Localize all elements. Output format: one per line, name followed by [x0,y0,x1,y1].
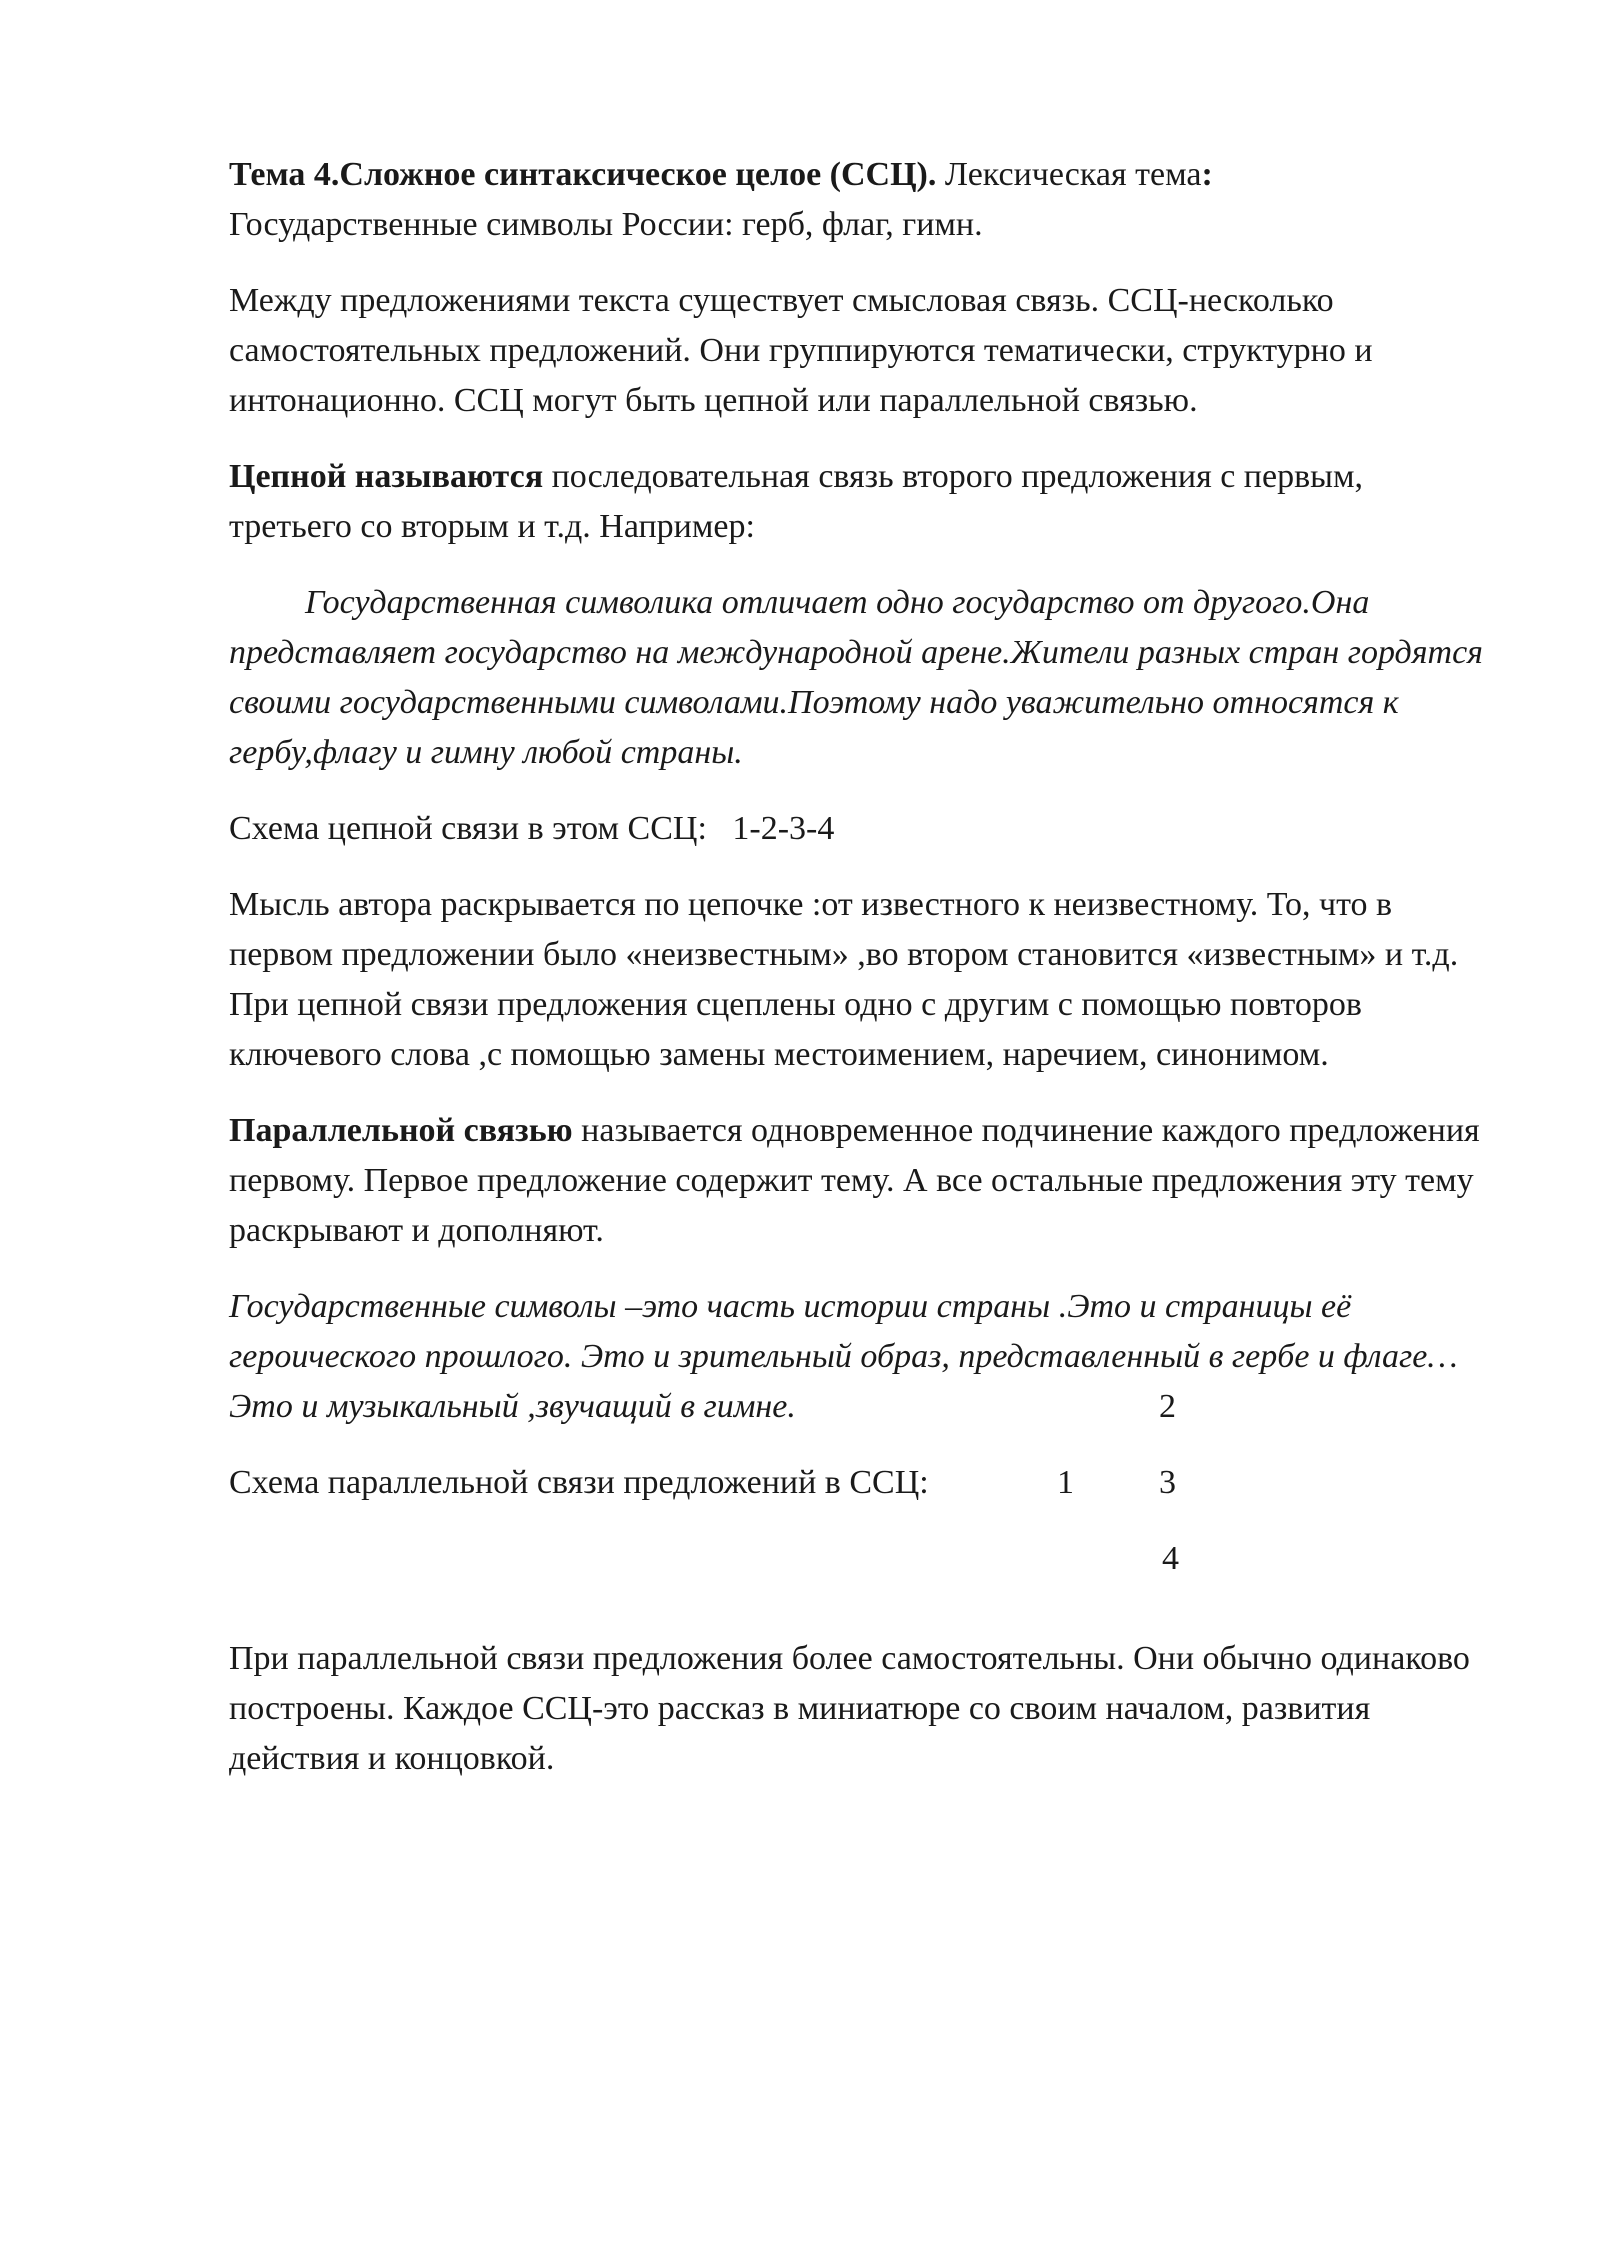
topic-title: Тема 4.Сложное синтаксическое целое (ССЦ). [229,156,937,193]
parallel-definition-text: называется одновременное подчинение каждого предложения первому. Первое предложение содержит тему. А все остальные предложения эту тему раскрывают и дополняют. [229,1112,1480,1249]
chain-explanation-paragraph: Мысль автора раскрывается по цепочке :от известного к неизвестному. То, что в первом предложении было «неизвестным» ,во втором становится «известным» и т.д. При цепной связи предложения сцеплены одно с другим с помощью повторов ключевого слова ,с помощью замены местоимением, наречием, синонимом. [229,886,1459,1073]
lexical-topic-colon: : [1201,156,1213,193]
parallel-example-paragraph: Государственные символы –это часть истории страны .Это и страницы её героического прошлого. Это и зрительный образ, представленный в гербе и флаге… Это и музыкальный ,звучащий в гимне. [229,1288,1458,1425]
chain-example-paragraph: Государственная символика отличает одно государство от другого.Она представляет государство на международной арене.Жители разных стран гордятся своими государственными символами.Поэтому надо уважительно относятся к гербу,флагу и гимну любой страны. [229,584,1483,771]
chain-term: Цепной называются [229,458,544,495]
scheme-number-3: 3 [1159,1464,1176,1501]
lexical-topic-text: Государственные символы России: герб, флаг, гимн. [229,206,983,243]
closing-paragraph: При параллельной связи предложения более самостоятельны. Они обычно одинаково построены. Каждое ССЦ-это рассказ в миниатюре со своим началом, развития действия и концовкой. [229,1640,1470,1777]
parallel-definition-paragraph [229,1106,1494,1256]
intro-paragraph: Между предложениями текста существует смысловая связь. ССЦ-несколько самостоятельных предложений. Они группируются тематически, структурно и интонационно. ССЦ могут быть цепной или параллельной связью. [229,282,1373,419]
lexical-topic-label: Лексическая тема [936,156,1202,193]
chain-scheme-line: Схема цепной связи в этом ССЦ: 1-2-3-4 [229,810,835,847]
parallel-scheme-block [229,1458,1494,1634]
scheme-number-2: 2 [1159,1388,1176,1425]
chain-definition-text: последовательная связь второго предложения с первым, третьего со вторым и т.д. Например: [229,458,1364,545]
parallel-term: Параллельной связью [229,1112,573,1149]
parallel-scheme-label: Схема параллельной связи предложений в ССЦ: [229,1464,929,1501]
topic-heading [229,150,1494,250]
chain-definition-paragraph [229,452,1494,552]
document-page [229,150,1494,1810]
scheme-number-1: 1 [1057,1464,1074,1501]
scheme-number-4: 4 [1162,1540,1179,1577]
parallel-example-block [229,1282,1494,1432]
